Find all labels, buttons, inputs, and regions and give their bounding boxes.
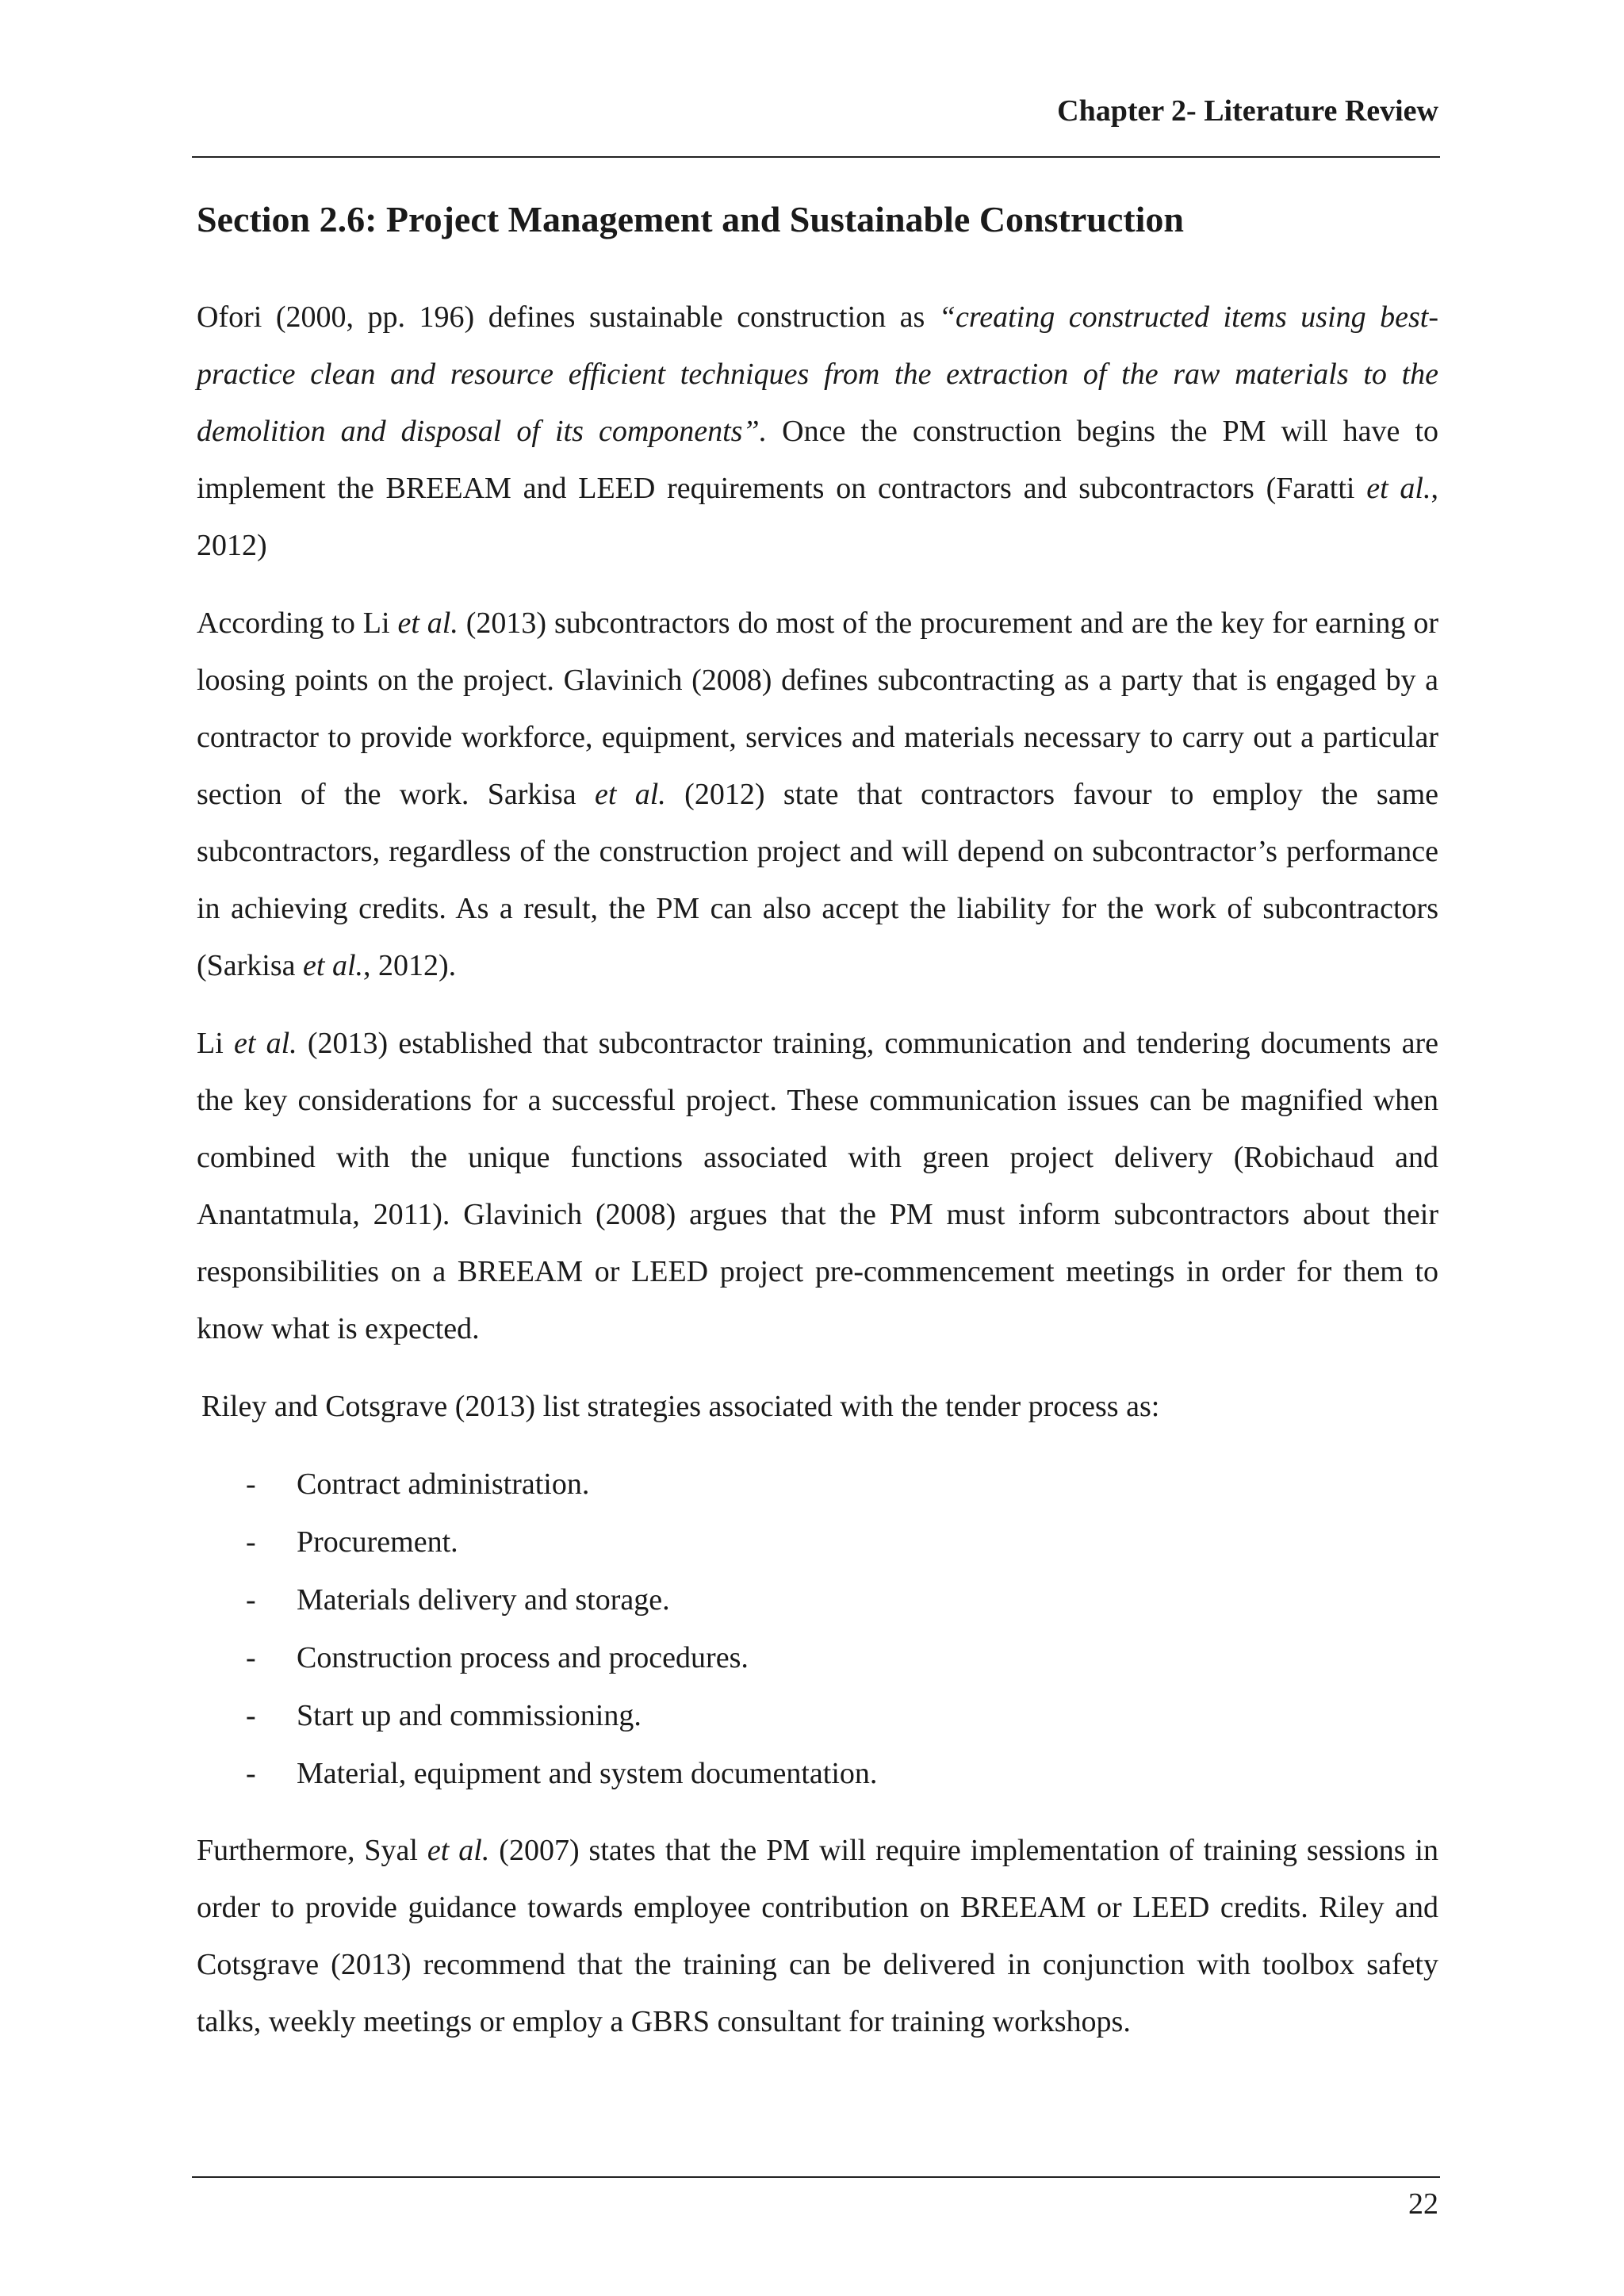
paragraph-3 bbox=[197, 1015, 1438, 1357]
list-item bbox=[197, 1571, 1438, 1629]
paragraph-1-text-1: Ofori (2000, pp. 196) defines sustainable construction as bbox=[197, 300, 939, 334]
paragraph-5-text-2: (2007) states that the PM will require implementation of training sessions in order to provide guidance towards employee contribution on BREEAM or LEED credits. Riley and Cotsgrave (2013) recommend that the training can be delivered in conjunction with toolbox safety talks, weekly meetings or employ a GBRS consultant for training workshops. bbox=[197, 1834, 1438, 2038]
paragraph-1-text-3: , 2012) bbox=[197, 472, 1438, 562]
paragraph-5-text-1: Furthermore, Syal bbox=[197, 1834, 427, 1867]
paragraph-3-et-al: et al. bbox=[233, 1027, 297, 1060]
list-item bbox=[197, 1513, 1438, 1571]
list-bullet: - bbox=[246, 1699, 256, 1732]
paragraph-5-et-al: et al. bbox=[427, 1834, 490, 1867]
paragraph-2-et-al-3: et al. bbox=[303, 949, 364, 982]
paragraph-2-text-3: (2012) state that contractors favour to employ the same subcontractors, regardless of the construction project and will depend on subcontractor’s performance in achieving credits. As a result, the PM can also accept the liability for the work of subcontractors (Sarkisa bbox=[197, 778, 1438, 982]
paragraph-2 bbox=[197, 595, 1438, 994]
list-bullet: - bbox=[246, 1525, 256, 1559]
list-item-text: Start up and commissioning. bbox=[297, 1699, 642, 1732]
page-number: 22 bbox=[1408, 2187, 1438, 2221]
running-header: Chapter 2- Literature Review bbox=[1057, 94, 1438, 128]
paragraph-2-text-4: , 2012). bbox=[363, 949, 457, 982]
strategy-list bbox=[197, 1456, 1438, 1803]
list-item-text: Contract administration. bbox=[297, 1468, 590, 1501]
list-item-text: Construction process and procedures. bbox=[297, 1641, 749, 1674]
list-bullet: - bbox=[246, 1583, 256, 1617]
paragraph-2-et-al-2: et al. bbox=[594, 778, 666, 811]
paragraph-5 bbox=[197, 1822, 1438, 2050]
list-item bbox=[197, 1629, 1438, 1687]
list-bullet: - bbox=[246, 1757, 256, 1790]
paragraph-2-et-al-1: et al. bbox=[397, 607, 458, 640]
section-title: Section 2.6: Project Management and Sustainable Construction bbox=[197, 199, 1184, 239]
paragraph-1-text-2: Once the construction begins the PM will have to implement the BREEAM and LEED requirements on contractors and subcontractors (Faratti bbox=[197, 415, 1438, 505]
paragraph-1-et-al: et al. bbox=[1366, 472, 1431, 505]
list-item-text: Materials delivery and storage. bbox=[297, 1583, 670, 1617]
paragraph-3-text-2: (2013) established that subcontractor training, communication and tendering documents are the key considerations for a successful project. These communication issues can be magnified when combined with the unique functions associated with green project delivery (Robichaud and Anantatmula, 2011). Glavinich (2008) argues that the PM must inform subcontractors about their responsibilities on a BREEAM or LEED project pre-commencement meetings in order for them to know what is expected. bbox=[197, 1027, 1439, 1345]
paragraph-2-text-1: According to Li bbox=[197, 607, 398, 640]
list-item-text: Material, equipment and system documentation. bbox=[297, 1757, 878, 1790]
list-bullet: - bbox=[246, 1641, 256, 1674]
footer-rule bbox=[192, 2176, 1440, 2178]
paragraph-4: Riley and Cotsgrave (2013) list strategies associated with the tender process as: bbox=[201, 1390, 1160, 1423]
list-bullet: - bbox=[246, 1468, 256, 1501]
paragraph-1 bbox=[197, 289, 1438, 574]
paragraph-1-quote: “creating constructed items using best-practice clean and resource efficient techniques from the extraction of the raw materials to the demolition and disposal of its components”. bbox=[197, 300, 1439, 448]
body-text bbox=[197, 289, 1438, 2071]
header-rule bbox=[192, 156, 1440, 158]
paragraph-2-text-2: (2013) subcontractors do most of the procurement and are the key for earning or loosing points on the project. Glavinich (2008) defines subcontracting as a party that is engaged by a contractor to provide workforce, equipment, services and materials necessary to carry out a particular section of the work. Sarkisa bbox=[197, 607, 1438, 811]
list-item bbox=[197, 1687, 1438, 1745]
list-item bbox=[197, 1456, 1438, 1513]
list-item bbox=[197, 1745, 1438, 1803]
list-item-text: Procurement. bbox=[297, 1525, 458, 1559]
paragraph-3-text-1: Li bbox=[197, 1027, 234, 1060]
